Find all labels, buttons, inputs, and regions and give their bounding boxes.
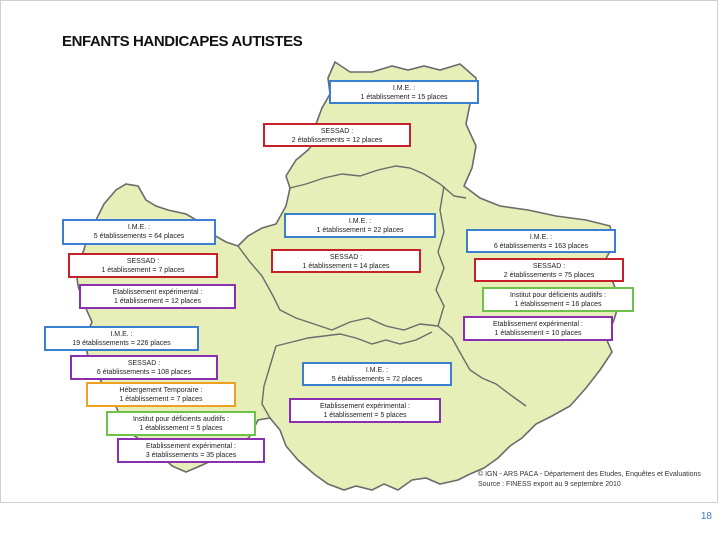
label-ime-east <box>466 229 616 253</box>
label-institut-southwest <box>106 411 256 436</box>
label-category: Institut pour déficients auditifs : <box>509 292 607 299</box>
label-ime-southwest <box>44 326 199 351</box>
label-value: 1 établissement = 12 places <box>114 298 201 305</box>
label-value: 1 établissement = 10 places <box>494 330 582 337</box>
label-category: I.M.E. : <box>127 224 151 231</box>
label-value: 1 établissement = 16 places <box>514 301 602 308</box>
label-ime-center <box>284 213 436 238</box>
label-category: Etablissement expérimental : <box>112 289 203 296</box>
label-exp-west <box>79 284 236 309</box>
label-sessad-center <box>271 249 421 273</box>
label-value: 6 établissements = 163 places <box>493 243 589 250</box>
label-category: SESSAD : <box>532 263 566 270</box>
label-value: 2 établissements = 75 places <box>503 272 595 279</box>
label-category: SESSAD : <box>127 360 161 367</box>
label-ime-south <box>302 362 452 386</box>
credits-source: Source : FINESS export au 9 septembre 2010 <box>478 481 621 488</box>
label-category: I.M.E. : <box>529 234 553 241</box>
map-credits <box>478 470 713 490</box>
page-number: 18 <box>700 511 712 522</box>
label-exp-south <box>289 398 441 423</box>
label-category: I.M.E. : <box>348 218 372 225</box>
label-value: 1 établissement = 7 places <box>119 396 203 403</box>
label-value: 5 établissements = 64 places <box>93 233 185 240</box>
label-value: 1 établissement = 5 places <box>323 412 407 419</box>
label-value: 2 établissements = 12 places <box>291 137 383 144</box>
label-value: 1 établissement = 15 places <box>360 94 448 101</box>
label-value: 6 établissements = 108 places <box>96 369 192 376</box>
label-hebergement-southwest <box>86 382 236 407</box>
label-category: SESSAD : <box>320 128 354 135</box>
label-category: I.M.E. : <box>392 85 416 92</box>
label-value: 3 établissements = 35 places <box>145 452 237 459</box>
map-title: ENFANTS HANDICAPES AUTISTES <box>62 33 303 50</box>
label-value: 1 établissement = 22 places <box>316 227 404 234</box>
label-category: Etablissement expérimental : <box>146 443 236 450</box>
label-value: 1 établissement = 5 places <box>139 425 223 432</box>
label-value: 5 établissements = 72 places <box>331 376 423 383</box>
credits-copyright: © IGN - ARS PACA - Département des Etudes, Enquêtes et Evaluations <box>478 471 701 478</box>
label-category: Hébergement Temporaire : <box>119 387 203 394</box>
label-value: 19 établissements = 226 places <box>72 340 171 347</box>
label-ime-west <box>62 219 216 245</box>
label-ime-north <box>329 80 479 104</box>
label-exp-east <box>463 316 613 341</box>
label-sessad-southwest <box>70 355 218 380</box>
label-sessad-north <box>263 123 411 147</box>
label-category: Institut pour déficients auditifs : <box>132 416 230 423</box>
label-category: I.M.E. : <box>365 367 389 374</box>
label-sessad-west <box>68 253 218 278</box>
label-category: SESSAD : <box>329 254 363 261</box>
label-category: Etablissement expérimental : <box>493 321 583 328</box>
label-sessad-east <box>474 258 624 282</box>
label-value: 1 établissement = 14 places <box>302 263 390 270</box>
label-category: I.M.E. : <box>110 331 133 338</box>
label-value: 1 établissement = 7 places <box>101 267 185 274</box>
label-category: SESSAD : <box>126 258 160 265</box>
label-exp-southwest <box>117 438 265 463</box>
label-institut-east <box>482 287 634 312</box>
label-category: Etablissement expérimental : <box>320 403 410 410</box>
